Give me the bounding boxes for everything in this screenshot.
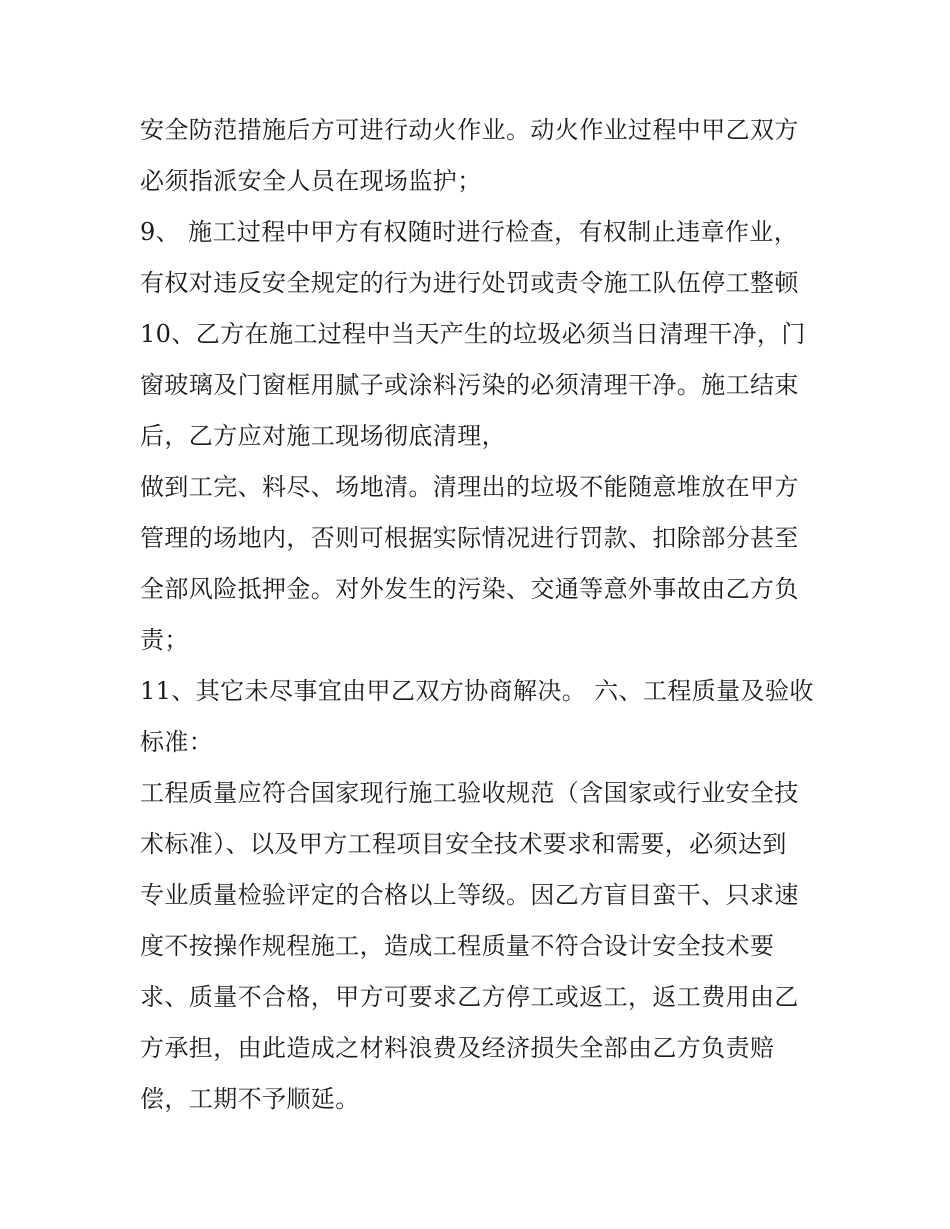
text-line: 10、乙方在施工过程中当天产生的垃圾必须当日清理干净，门 [140,320,806,348]
text-line: 窗玻璃及门窗框用腻子或涂料污染的必须清理干净。施工结束 [140,371,799,399]
text-line: 求、质量不合格，甲方可要求乙方停工或返工，返工费用由乙 [140,983,799,1011]
text-line: 11、其它未尽事宜由甲乙双方协商解决。 六、工程质量及验收 [140,677,814,705]
text-line: 专业质量检验评定的合格以上等级。因乙方盲目蛮干、只求速 [140,881,799,909]
text-line: 必须指派安全人员在现场监护； [140,167,482,195]
contract-text [140,105,820,1125]
text-line: 安全防范措施后方可进行动火作业。动火作业过程中甲乙双方 [140,116,799,144]
text-line: 责； [140,626,189,654]
text-line: 有权对违反安全规定的行为进行处罚或责令施工队伍停工整顿 [140,269,799,297]
text-line: 标准： [140,728,214,756]
text-line: 术标准）、以及甲方工程项目安全技术要求和需要，必须达到 [140,830,787,858]
text-line: 管理的场地内，否则可根据实际情况进行罚款、扣除部分甚至 [140,524,799,552]
text-line: 工程质量应符合国家现行施工验收规范（含国家或行业安全技 [140,779,799,807]
text-line: 偿，工期不予顺延。 [140,1085,360,1113]
text-line: 度不按操作规程施工，造成工程质量不符合设计安全技术要 [140,932,775,960]
text-line: 全部风险抵押金。对外发生的污染、交通等意外事故由乙方负 [140,575,799,603]
text-line: 后，乙方应对施工现场彻底清理， [140,422,506,450]
text-line: 方承担，由此造成之材料浪费及经济损失全部由乙方负责赔 [140,1034,775,1062]
text-line: 9、 施工过程中甲方有权随时进行检查，有权制止违章作业， [140,218,799,246]
text-line: 做到工完、料尽、场地清。清理出的垃圾不能随意堆放在甲方 [140,473,799,501]
